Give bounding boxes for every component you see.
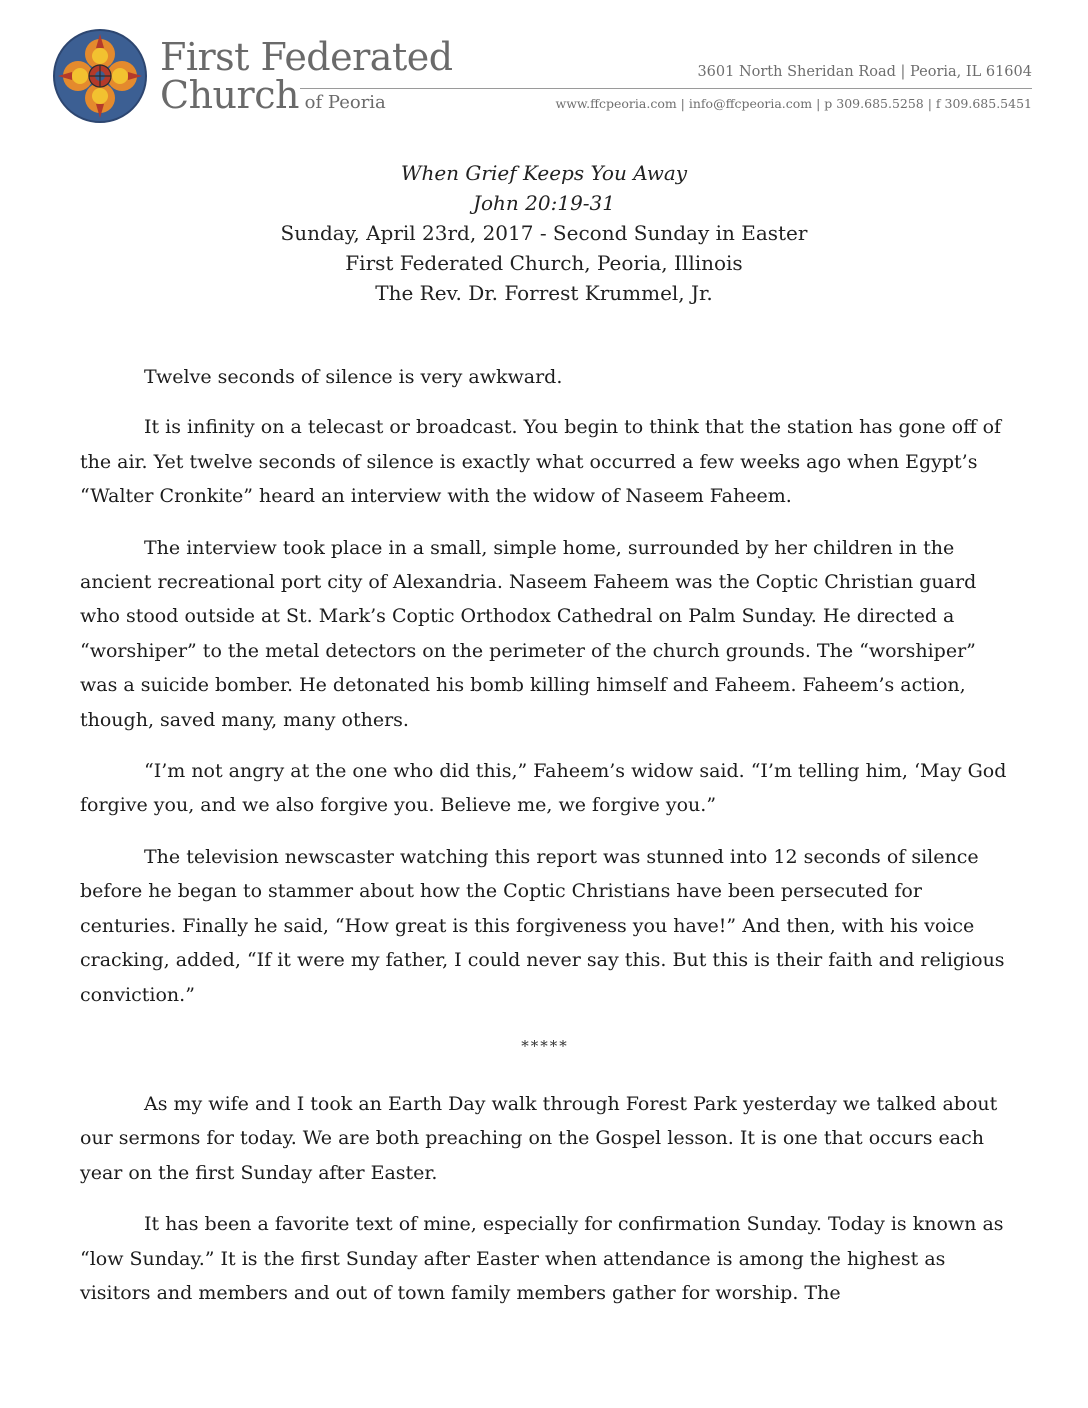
sermon-heading [0, 158, 1088, 308]
paragraph: Twelve seconds of silence is very awkward. [144, 366, 563, 388]
sermon-place: First Federated Church, Peoria, Illinois [345, 251, 743, 275]
sermon-title: When Grief Keeps You Away [400, 161, 688, 185]
paragraph: As my wife and I took an Earth Day walk through Forest Park yesterday we talked about our sermons for today. We are both preaching on the Gospel lesson. It is one that occurs each year on the first Sunday after Easter. [80, 1092, 998, 1184]
church-name-line1: First Federated [160, 35, 453, 79]
section-separator: ***** [521, 1036, 569, 1055]
sermon-scripture: John 20:19-31 [472, 191, 616, 215]
paragraph: The television newscaster watching this report was stunned into 12 seconds of silence before he began to stammer about how the Coptic Christians have been persecuted for centuries. Finally he said, “How great is this forgiveness you have!” And then, with his voice cracking, added, “If it were my father, I could never say this. But this is their faith and religious conviction.” [80, 845, 1005, 1006]
sermon-preacher: The Rev. Dr. Forrest Krummel, Jr. [375, 281, 713, 305]
church-name-suffix: of Peoria [298, 92, 386, 113]
church-name-line2 [160, 73, 386, 117]
sermon-body [80, 360, 1010, 1327]
church-address: 3601 North Sheridan Road | Peoria, IL 61604 [697, 64, 1032, 80]
paragraph: The interview took place in a small, simple home, surrounded by her children in the ancient recreational port city of Alexandria. Naseem Faheem was the Coptic Christian guard who stood outside at St. Mark’s Coptic Orthodox Cathedral on Palm Sunday. He directed a “worshiper” to the metal detectors on the perimeter of the church grounds. The “worshiper” was a suicide bomber. He detonated his bomb killing himself and Faheem. Faheem’s action, though, saved many, many others. [80, 536, 977, 731]
stained-glass-rose-window-icon [52, 28, 148, 124]
paragraph: It is infinity on a telecast or broadcast. You begin to think that the station has gone off of the air. Yet twelve seconds of silence is exactly what occurred a few weeks ago when Egypt’s “Walter Cronkite” heard an interview with the widow of Naseem Faheem. [80, 416, 1002, 508]
paragraph: It has been a favorite text of mine, especially for confirmation Sunday. Today is known as “low Sunday.” It is the first Sunday after Easter when attendance is among the highest as visitors and members and out of town family members gather for worship. The [80, 1213, 1004, 1304]
paragraph: “I’m not angry at the one who did this,” Faheem’s widow said. “I’m telling him, ‘May God forgive you, and we also forgive you. Believe me, we forgive you.” [80, 760, 1007, 817]
church-contact: www.ffcpeoria.com | info@ffcpeoria.com | p 309.685.5258 | f 309.685.5451 [555, 96, 1032, 111]
header-divider [300, 88, 1032, 89]
church-name-word: Church [160, 73, 299, 117]
sermon-date: Sunday, April 23rd, 2017 - Second Sunday in Easter [280, 221, 808, 245]
